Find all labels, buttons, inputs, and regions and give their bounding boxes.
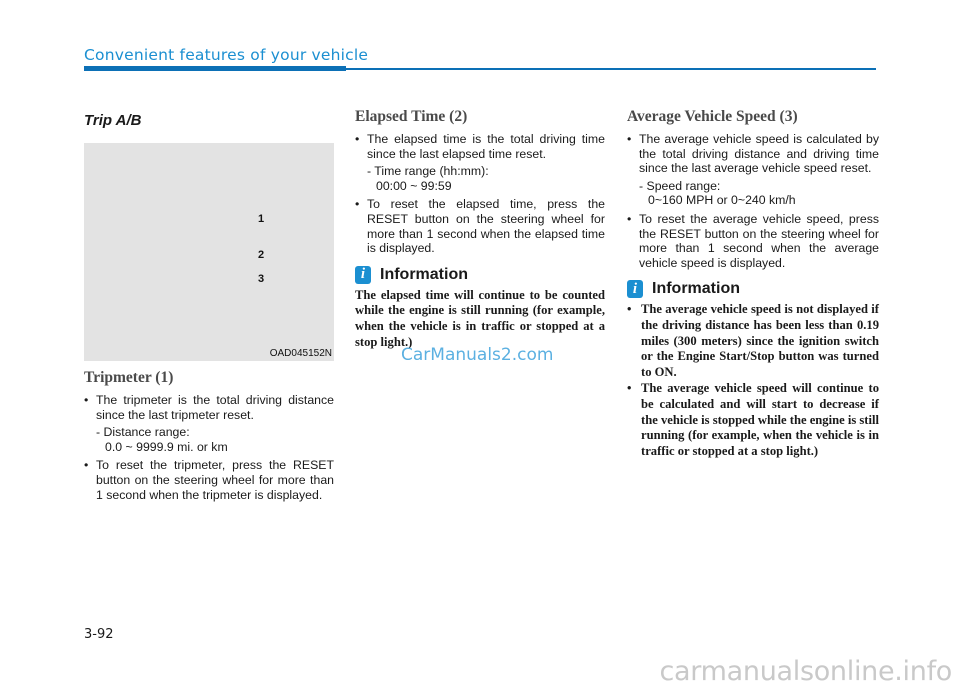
- bullet-text: To reset the average vehicle speed, press the RESET button on the steering wheel for more than 1 second when the average vehicle speed is displayed.: [639, 211, 879, 270]
- trip-heading: Trip A/B: [84, 112, 142, 129]
- range-value: 00:00 ~ 99:59: [376, 178, 452, 193]
- column-elapsed-time: [355, 108, 605, 350]
- list-item: • The average vehicle speed will continue to be calculated and will start to decrease if the vehicle is stopped while the engine is still running (for example, when the vehicle is in traffic or stopped at a stop light.): [627, 381, 879, 459]
- average-speed-heading: Average Vehicle Speed (3): [627, 108, 798, 125]
- list-item: [627, 132, 879, 208]
- callout-3: 3: [258, 273, 265, 285]
- information-box-header: [627, 280, 879, 298]
- range-label: - Time range (hh:mm):: [367, 164, 489, 179]
- range-value: 0~160 MPH or 0~240 km/h: [648, 193, 796, 208]
- page-number: 3-92: [84, 627, 114, 642]
- range-block: [96, 425, 334, 454]
- header-rule-thin: [346, 68, 876, 70]
- range-label: - Distance range:: [96, 425, 190, 440]
- range-label: - Speed range:: [639, 178, 721, 193]
- tripmeter-heading: Tripmeter (1): [84, 369, 174, 386]
- info-icon: i: [627, 280, 643, 298]
- elapsed-time-list: [355, 132, 605, 256]
- information-title: Information: [652, 280, 740, 298]
- information-text: The elapsed time will continue to be counted while the engine is still running (for example, when the vehicle is in traffic or stopped at a stop light.): [355, 287, 605, 349]
- bullet-text: To reset the elapsed time, press the RESET button on the steering wheel for more than 1 second when the elapsed time is displayed.: [367, 197, 605, 256]
- average-speed-list: [627, 132, 879, 270]
- callout-1: 1: [258, 213, 265, 225]
- information-box-header: [355, 266, 605, 284]
- information-list: [627, 302, 879, 459]
- carmanuals-watermark: CarManuals2.com: [401, 345, 554, 365]
- elapsed-time-heading: Elapsed Time (2): [355, 108, 468, 125]
- bullet-text: The elapsed time is the total driving time since the last elapsed time reset.: [367, 132, 605, 161]
- list-item: • The average vehicle speed is not displayed if the driving distance has been less than 0.19 miles (300 meters) since the ignition switch or the Engine Start/Stop button was turned to ON.: [627, 302, 879, 380]
- list-item: [627, 212, 879, 270]
- site-watermark: carmanualsonline.info: [659, 656, 952, 687]
- bullet-text: The average vehicle speed is calculated by the total driving distance and driving time since the last average vehicle speed reset.: [639, 132, 879, 176]
- list-item: [355, 197, 605, 255]
- list-item: [84, 393, 334, 454]
- info-icon: i: [355, 266, 371, 284]
- header-rule-thick: [84, 66, 346, 71]
- list-item: [84, 458, 334, 502]
- callout-2: 2: [258, 249, 265, 261]
- column-average-speed: [627, 108, 879, 460]
- range-value: 0.0 ~ 9999.9 mi. or km: [105, 439, 228, 454]
- column-trip: [84, 108, 334, 506]
- range-block: [639, 179, 879, 208]
- figure-caption: OAD045152N: [269, 348, 332, 359]
- information-title: Information: [380, 265, 468, 283]
- cluster-figure: [84, 143, 334, 361]
- tripmeter-list: [84, 393, 334, 502]
- range-block: [367, 164, 605, 193]
- bullet-text: To reset the tripmeter, press the RESET button on the steering wheel for more than 1 second when the tripmeter is displayed.: [96, 458, 334, 502]
- section-header-title: Convenient features of your vehicle: [84, 46, 369, 64]
- bullet-text: The tripmeter is the total driving distance since the last tripmeter reset.: [96, 393, 334, 422]
- list-item: [355, 132, 605, 193]
